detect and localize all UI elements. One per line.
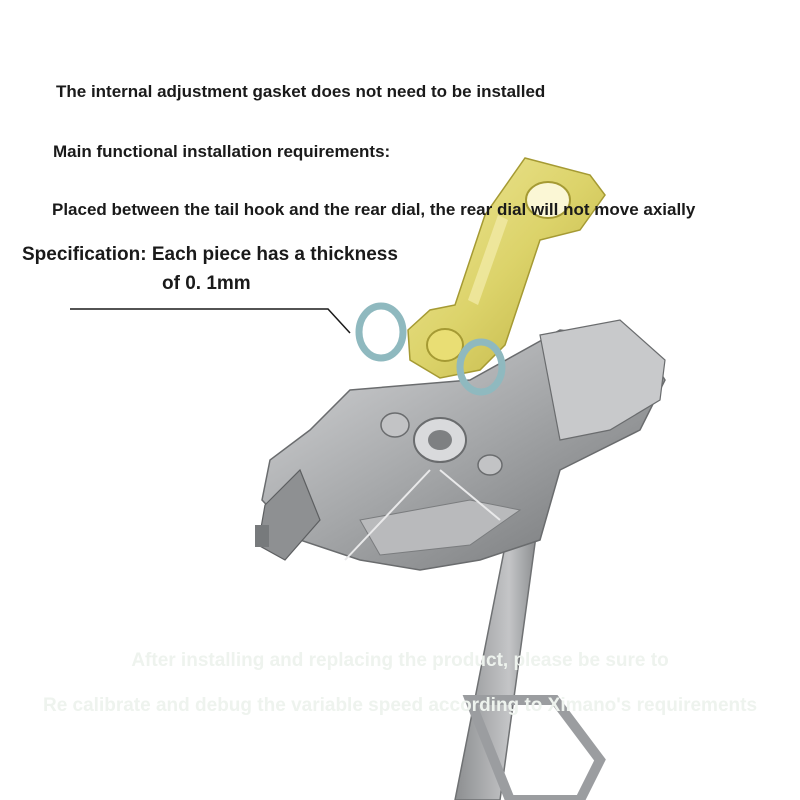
note-placement: Placed between the tail hook and the rear dial, the rear dial will not move axially: [52, 200, 696, 219]
spec-label-line2: of 0. 1mm: [162, 273, 251, 294]
watermark-line2: Re calibrate and debug the variable speed according to Ximano's requirements: [42, 695, 758, 716]
note-requirements-heading: Main functional installation requirements:: [53, 142, 391, 161]
watermark-line1: After installing and replacing the product, please be sure to: [131, 650, 669, 671]
spec-leader-line: [70, 309, 350, 333]
adjustment-gasket-left: [359, 306, 403, 358]
spec-label-line1: Specification: Each piece has a thickness: [22, 244, 398, 265]
note-gasket-not-needed: The internal adjustment gasket does not need to be installed: [56, 82, 546, 101]
